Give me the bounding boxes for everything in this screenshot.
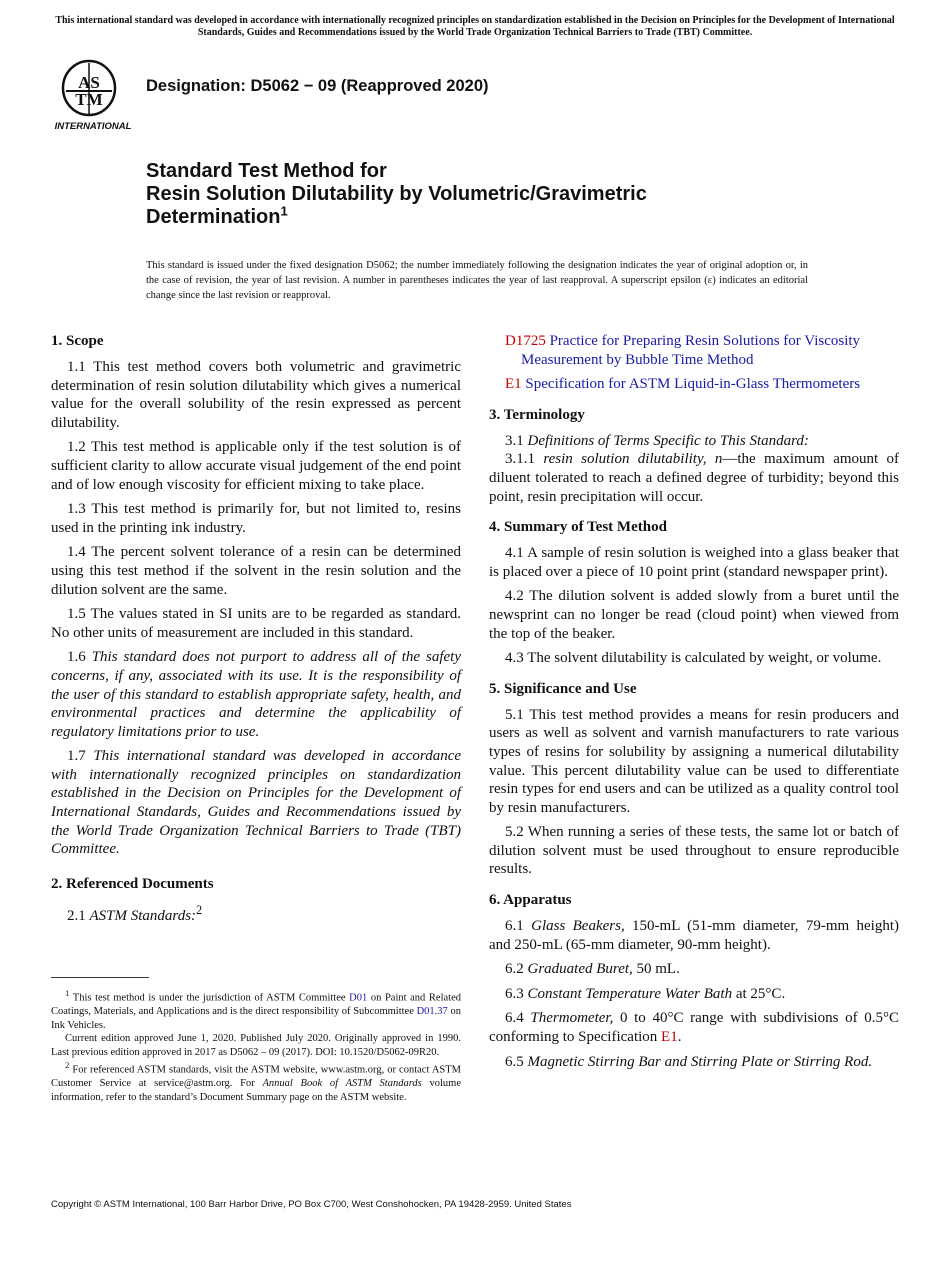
svg-text:TM: TM xyxy=(75,90,103,109)
section-6-heading: 6. Apparatus xyxy=(489,892,572,909)
paragraph-5-2: 5.2 When running a series of these tests, the same lot or batch of dilution solvent must be used throughout to ensure reproducible results. xyxy=(489,824,899,878)
logo-text: INTERNATIONAL xyxy=(54,121,132,132)
reference-e1 xyxy=(489,375,899,394)
title-line-2: Resin Solution Dilutability by Volumetric/Gravimetric xyxy=(146,183,647,205)
page-title xyxy=(146,160,647,229)
section-4-heading: 4. Summary of Test Method xyxy=(489,519,667,536)
astm-logo-icon xyxy=(52,58,134,132)
paragraph-5-1: 5.1 This test method provides a means for resin producers and users as well as solvent and varnish manufacturers to rate various types of resins for solubility by assigning a numerical dilutability value. This percent dilutability value can be used to differentiate resin types for end users and can be utilized as a quality control tool by resin manufacturers. xyxy=(489,706,899,816)
paragraph-2-1: 2.1 ASTM Standards:$^2$ xyxy=(67,902,203,924)
left-column xyxy=(51,332,461,931)
paragraph-4-3: 4.3 The solvent dilutability is calculated by weight, or volume. xyxy=(505,650,882,667)
footnote-divider xyxy=(51,977,149,978)
reference-title-link[interactable]: Specification for ASTM Liquid-in-Glass Thermometers xyxy=(525,376,861,393)
paragraph-1-1: 1.1 This test method covers both volumetric and gravimetric determination of resin solution dilutability which gives a numerical value for the overall solubility of the resin expressed as percent dilutability. xyxy=(51,359,461,431)
footnote-2: $^2$ For referenced ASTM standards, visit the ASTM website, www.astm.org, or contact ASTM Customer Service at service@astm.org. For Annual Book of ASTM Standards volume information, refer to the standard’s Document Summary page on the ASTM website. xyxy=(51,1060,461,1103)
paragraph-1-2: 1.2 This test method is applicable only if the test solution is of sufficient clarity to allow accurate visual judgement of the end point and of low enough viscosity for efficient mixing to take place. xyxy=(51,439,461,493)
section-5-heading: 5. Significance and Use xyxy=(489,680,637,697)
paragraph-1-3: 1.3 This test method is primarily for, but not limited to, resins used in the printing ink industry. xyxy=(51,501,461,536)
paragraph-3-1-1: 3.1.1 resin solution dilutability, n—the maximum amount of diluent tolerated to reach a defined degree of turbidity; beyond this point, resin precipitation will occur. xyxy=(489,451,900,505)
title-line-3: Determination$^1$ xyxy=(146,203,288,228)
reference-code-link[interactable]: D1725 xyxy=(505,333,546,349)
reference-d1725 xyxy=(489,332,899,369)
committee-d01-link[interactable]: D01 xyxy=(349,992,368,1004)
top-notice: This international standard was developed in accordance with internationally recognized principles on standardization established in the Decision on Principles for the Development of International Standards, Guides and Recommendations issued by the World Trade Organization Technical Barriers to Trade (TBT) Committee. xyxy=(55,15,895,38)
paragraph-6-3: 6.3 Constant Temperature Water Bath at 25°C. xyxy=(505,985,786,1002)
paragraph-6-2: 6.2 Graduated Buret, 50 mL. xyxy=(505,961,680,978)
section-2-heading: 2. Referenced Documents xyxy=(51,875,214,892)
reference-code-link[interactable]: E1 xyxy=(505,376,522,393)
paragraph-1-5: 1.5 The values stated in SI units are to be regarded as standard. No other units of measurement are included in this standard. xyxy=(51,606,461,641)
footnote-1-edition: Current edition approved June 1, 2020. Published July 2020. Originally approved in 1990. Last previous edition approved in 2017 as D5062 – 09 (2017). DOI: 10.1520/D5062-09R20. xyxy=(51,1033,461,1058)
paragraph-1-7: 1.7 This international standard was developed in accordance with internationally recognized principles on standardization established in the Decision on Principles for the Development of International Standards, Guides and Recommendations issued by the World Trade Organization Technical Barriers to Trade (TBT) Committee. xyxy=(51,748,462,858)
subcommittee-d01-37-link[interactable]: D01.37 xyxy=(416,1006,448,1017)
paragraph-6-4: 6.4 Thermometer, 0 to 40°C range with subdivisions of 0.5°C conforming to Specification E1. xyxy=(489,1010,899,1046)
section-3-heading: 3. Terminology xyxy=(489,406,585,423)
svg-text:AS: AS xyxy=(78,73,100,92)
reference-title-link[interactable]: Practice for Preparing Resin Solutions for Viscosity Measurement by Bubble Time Method xyxy=(521,333,861,368)
paragraph-6-1: 6.1 Glass Beakers, 150-mL (51-mm diameter, 79-mm height) and 250-mL (65-mm diameter, 90-mm height). xyxy=(489,918,899,953)
paragraph-4-2: 4.2 The dilution solvent is added slowly from a buret until the newsprint can no longer be read (cloud point) when viewed from the top of the beaker. xyxy=(489,588,899,642)
specification-e1-link[interactable]: E1 xyxy=(661,1029,678,1046)
issued-note: This standard is issued under the fixed designation D5062; the number immediately following the designation indicates the year of original adoption or, in the case of revision, the year of last revision. A number in parentheses indicates the year of last reapproval. A superscript epsilon (ε) indicates an editorial change since the last revision or reapproval. xyxy=(146,260,808,301)
paragraph-1-4: 1.4 The percent solvent tolerance of a resin can be determined using this test method if the solvent in the resin solution and the dilution solvent are the same. xyxy=(51,544,461,598)
footnote-1: $^1$ This test method is under the jurisdiction of ASTM Committee D01 on Paint and Related Coatings, Materials, and Applications and is the direct responsibility of Subcommittee D01.37 on Ink Vehicles. xyxy=(51,988,461,1031)
designation: Designation: D5062 − 09 (Reapproved 2020) xyxy=(146,77,489,95)
copyright: Copyright © ASTM International, 100 Barr Harbor Drive, PO Box C700, West Conshohocken, PA 19428-2959. United States xyxy=(51,1199,572,1210)
astm-logo xyxy=(52,58,134,132)
right-column xyxy=(489,332,899,1077)
title-line-1: Standard Test Method for xyxy=(146,160,387,182)
paragraph-3-1: 3.1 Definitions of Terms Specific to This Standard: xyxy=(505,432,809,449)
footnotes xyxy=(51,987,461,1104)
paragraph-6-5: 6.5 Magnetic Stirring Bar and Stirring Plate or Stirring Rod. xyxy=(505,1053,873,1070)
paragraph-1-6: 1.6 This standard does not purport to address all of the safety concerns, if any, associated with its use. It is the responsibility of the user of this standard to establish appropriate safety, health, and environmental practices and determine the applicability of regulatory limitations prior to use. xyxy=(51,649,462,740)
section-1-heading: 1. Scope xyxy=(51,333,104,349)
paragraph-4-1: 4.1 A sample of resin solution is weighed into a glass beaker that is placed over a piece of 10 point print (standard newspaper print). xyxy=(489,545,899,580)
